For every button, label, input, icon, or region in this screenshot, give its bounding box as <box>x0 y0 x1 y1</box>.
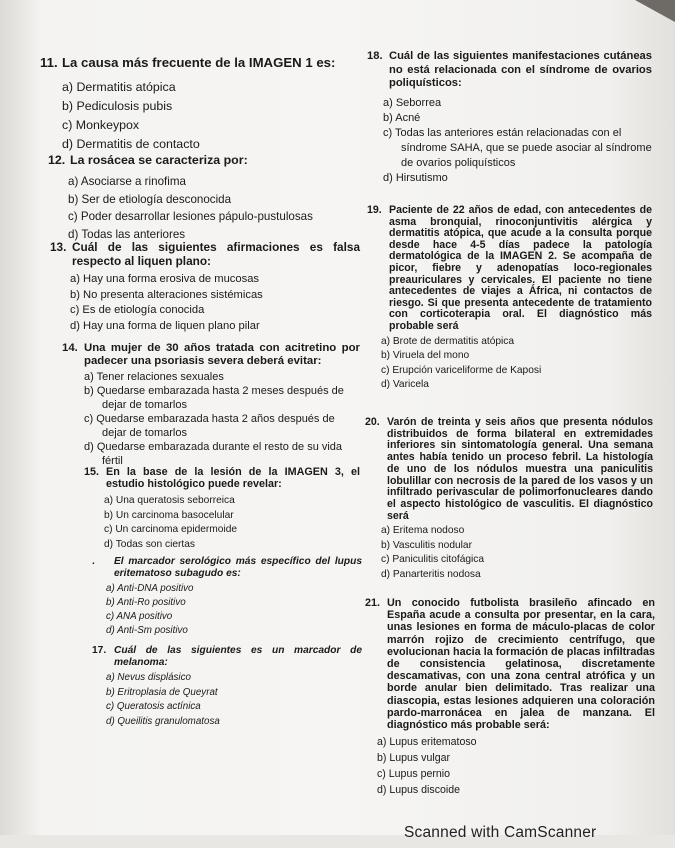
question-15 <box>84 466 360 552</box>
answer-option-b: b) Pediculosis pubis <box>62 99 173 113</box>
answer-option-b: b) Eritroplasia de Queyrat <box>106 686 218 698</box>
answer-option-a: a) Lupus eritematoso <box>377 736 477 749</box>
answer-option-a: a) Seborrea <box>383 96 442 109</box>
answer-option-b: b) Anti-Ro positivo <box>106 597 186 608</box>
question-text: Cuál de las siguientes es un marcador de melanoma: <box>114 645 362 668</box>
question-stem <box>365 417 653 522</box>
answer-option-c: c) Poder desarrollar lesiones pápulo-pustulosas <box>68 210 313 223</box>
answer-option-b: b) Viruela del mono <box>381 350 470 362</box>
question-12 <box>48 153 328 243</box>
question-number: 13. <box>50 240 67 254</box>
answer-option-d: d) Lupus discoide <box>377 784 461 797</box>
question-number: 20. <box>365 416 380 428</box>
answer-option-a: a) Hay una forma erosiva de mucosas <box>70 273 260 285</box>
answer-option-c: c) Lupus pernio <box>377 768 451 781</box>
answer-option-b: b) Un carcinoma basocelular <box>104 509 234 521</box>
question-stem <box>40 56 340 70</box>
question-text: Una mujer de 30 años tratada con acitretino por padecer una psoriasis severa deberá evitar: <box>84 342 360 367</box>
answer-option-c: c) Es de etiología conocida <box>70 304 205 316</box>
answer-option-b: b) Quedarse embarazada hasta 2 meses después de dejar de tomarlos <box>84 385 344 411</box>
question-stem <box>84 466 360 490</box>
answer-option-c: c) Un carcinoma epidermoide <box>104 524 238 535</box>
answer-option-c: c) ANA positivo <box>106 611 173 622</box>
answer-option-d: d) Dermatitis de contacto <box>62 137 200 151</box>
question-20 <box>365 417 653 582</box>
question-16 <box>92 556 362 638</box>
question-stem <box>92 645 362 668</box>
answer-option-a: a) Asociarse a rinofima <box>68 175 186 188</box>
answer-option-b: b) No presenta alteraciones sistémicas <box>70 288 263 301</box>
question-11 <box>40 56 340 154</box>
answer-option-a: a) Brote de dermatitis atópica <box>381 335 515 347</box>
answer-option-c: c) Monkeypox <box>62 118 140 132</box>
question-number: 11. <box>40 55 58 70</box>
question-stem <box>48 153 328 167</box>
answer-option-c: c) Quedarse embarazada hasta 2 años después de dejar de tomarlos <box>84 413 335 439</box>
question-stem <box>62 342 360 367</box>
question-number: 18. <box>367 50 383 62</box>
question-number: 17. <box>92 645 107 656</box>
question-text: La rosácea se caracteriza por: <box>70 153 248 167</box>
question-text: Un conocido futbolista brasileño afincado en España acude a consulta por presentar, en la cara, unas lesiones en forma de máculo-placas de color marrón rojizo de crecimiento centrífugo, que evolucionan hacia la formación de placas infiltradas de consistencia gelatinosa, discretamente descamativas, con una zona central atrófica y un borde anular bien delimitado. Tras realizar una diascopia, estas lesiones adquieren una coloración pardo-marronácea en jalea de manzana. El diagnóstico más probable será: <box>387 597 655 732</box>
question-number: 21. <box>365 597 381 609</box>
answer-option-b: b) Lupus vulgar <box>377 752 451 765</box>
question-number: . <box>92 556 95 567</box>
answer-option-b: b) Vasculitis nodular <box>381 539 472 551</box>
question-14 <box>62 342 360 468</box>
page-corner-shadow <box>635 0 675 22</box>
answer-option-d: d) Hirsutismo <box>383 171 448 184</box>
question-13 <box>50 241 360 334</box>
question-number: 14. <box>62 342 78 354</box>
question-stem <box>50 241 360 268</box>
question-number: 15. <box>84 466 100 478</box>
answer-option-a: a) Anti-DNA positivo <box>106 583 194 594</box>
question-text: La causa más frecuente de la IMAGEN 1 es: <box>62 55 336 70</box>
answer-option-c: c) Paniculitis citofágica <box>381 554 485 566</box>
answer-option-b: b) Ser de etiología desconocida <box>68 192 232 206</box>
question-stem <box>367 50 652 91</box>
answer-option-a: a) Eritema nodoso <box>381 525 465 537</box>
answer-option-c: c) Queratosis actínica <box>106 701 201 712</box>
answer-option-a: a) Nevus displásico <box>106 672 191 683</box>
question-text: El marcador serológico más específico del lupus eritematoso subagudo es: <box>114 556 362 579</box>
question-number: 19. <box>367 204 382 216</box>
question-stem <box>92 556 362 579</box>
answer-option-d: d) Hay una forma de liquen plano pilar <box>70 319 260 332</box>
answer-option-a: a) Una queratosis seborreica <box>104 495 235 506</box>
answer-option-c: c) Todas las anteriores están relacionadas con el síndrome SAHA, que se puede asociar al síndrome de ovarios poliquísticos <box>383 126 652 169</box>
question-stem <box>365 597 655 731</box>
question-21 <box>365 597 655 798</box>
question-text: Cuál de las siguientes afirmaciones es falsa respecto al liquen plano: <box>72 240 360 268</box>
answer-option-a: a) Tener relaciones sexuales <box>84 371 224 383</box>
scanner-watermark: Scanned with CamScanner <box>404 824 597 841</box>
answer-option-d: d) Queilitis granulomatosa <box>106 715 220 727</box>
question-17 <box>92 645 362 729</box>
answer-option-d: d) Todas las anteriores <box>68 227 186 241</box>
question-text: Paciente de 22 años de edad, con antecedentes de asma bronquial, rinoconjuntivitis alérgica y dermatitis atópica, que acude a la consulta porque desde hace 4-5 días padece la patología dermatológica de la IMAGEN 2. Se acompaña de picor, fiebre y adenopatías loco-regionales preauriculares y cervicales. El paciente no tiene antecedentes de viajes a África, ni contactos de riesgo. Si que presenta antecedente de tratamiento con corticoterapia oral. El diagnóstico más probable será <box>389 204 652 332</box>
question-text: En la base de la lesión de la IMAGEN 3, el estudio histológico puede revelar: <box>106 466 360 490</box>
answer-option-c: c) Erupción variceliforme de Kaposi <box>381 364 542 376</box>
question-number: 12. <box>48 153 66 167</box>
answer-option-d: d) Quedarse embarazada durante el resto de su vida fértil <box>84 441 343 467</box>
question-text: Varón de treinta y seis años que presenta nódulos distribuidos de forma bilateral en extremidades inferiores sin sintomatología general. Una semana antes había tenido un proceso febril. La histología de uno de los nódulos muestra una paniculitis lobulillar con necrosis de la pared de los vasos y un infiltrado perivascular de polimorfonucleares dando el aspecto histológico de vasculitis. El diagnóstico será <box>387 416 653 522</box>
answer-option-d: d) Anti-Sm positivo <box>106 625 188 636</box>
answer-option-d: d) Varicela <box>381 379 429 391</box>
answer-option-b: b) Acné <box>383 111 421 124</box>
answer-option-d: d) Todas son ciertas <box>104 538 195 550</box>
question-text: Cuál de las siguientes manifestaciones cutáneas no está relacionada con el síndrome de ovarios poliquísticos: <box>389 50 652 89</box>
answer-option-a: a) Dermatitis atópica <box>62 80 176 94</box>
answer-option-d: d) Panarteritis nodosa <box>381 568 481 580</box>
question-18 <box>367 50 652 186</box>
question-stem <box>367 205 652 333</box>
question-19 <box>367 205 652 393</box>
